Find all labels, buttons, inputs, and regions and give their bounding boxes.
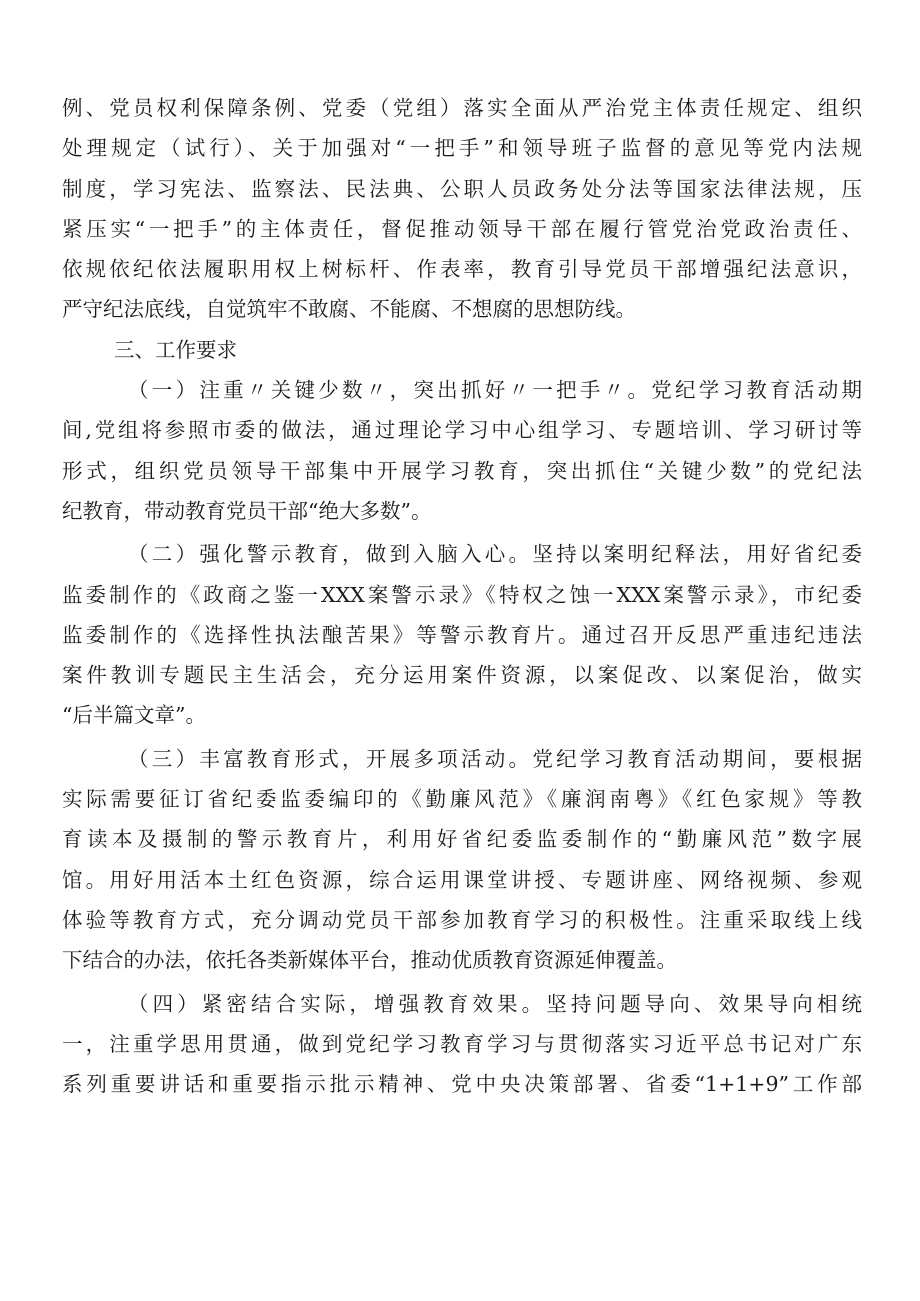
paragraph-first-line: （四）紧密结合实际，增强教育效果。坚持问题导向、效果导向相统 xyxy=(128,991,862,1016)
text-line: 严守纪法底线，自觉筑牢不敢腐、不能腐、不想腐的思想防线。 xyxy=(62,297,636,322)
document-body xyxy=(62,88,862,1104)
text-line: 制度，学习宪法、监察法、民法典、公职人员政务处分法等国家法律法规，压 xyxy=(62,176,862,201)
text-line: 下结合的办法，依托各类新媒体平台，推动优质教育资源延伸覆盖。 xyxy=(62,948,677,973)
text-line: 监委制作的《选择性执法酿苦果》等警示教育片。通过召开反思严重违纪违法 xyxy=(62,622,862,647)
text-line: 形式，组织党员领导干部集中开展学习教育，突出抓住“关键少数”的党纪法 xyxy=(62,458,862,483)
text-line: 监委制作的《政商之鉴一XXX案警示录》《特权之蚀一XXX案警示录》，市纪委 xyxy=(62,582,862,607)
paragraph-first-line: （三）丰富教育形式，开展多项活动。党纪学习教育活动期间，要根据 xyxy=(128,746,862,771)
text-line: 处理规定（试行）、关于加强对“一把手”和领导班子监督的意见等党内法规 xyxy=(62,136,862,161)
text-line: 纪教育，带动教育党员干部“绝大多数”。 xyxy=(62,498,432,523)
text-line: 间,党组将参照市委的做法，通过理论学习中心组学习、专题培训、学习研讨等 xyxy=(62,418,862,443)
text-line: 实际需要征订省纪委监委编印的《勤廉风范》《廉润南粤》《红色家规》等教 xyxy=(62,787,862,812)
text-line: 系列重要讲话和重要指示批示精神、党中央决策部署、省委“1+1+9”工作部 xyxy=(62,1072,862,1097)
text-line: 体验等教育方式，充分调动党员干部参加教育学习的积极性。注重采取线上线 xyxy=(62,907,862,932)
paragraph-first-line: （一）注重〃关键少数〃，突出抓好〃一把手〃。党纪学习教育活动期 xyxy=(128,378,862,403)
section-heading: 三、工作要求 xyxy=(114,337,237,362)
paragraph-first-line: （二）强化警示教育，做到入脑入心。坚持以案明纪释法，用好省纪委 xyxy=(128,542,862,567)
text-line: 案件教训专题民主生活会，充分运用案件资源，以案促改、以案促治，做实 xyxy=(62,663,862,688)
text-line: 紧压实“一把手”的主体责任，督促推动领导干部在履行管党治党政治责任、 xyxy=(62,216,862,241)
text-line: 依规依纪依法履职用权上树标杆、作表率，教育引导党员干部增强纪法意识， xyxy=(62,257,862,282)
text-line: 育读本及摄制的警示教育片，利用好省纪委监委制作的“勤廉风范”数字展 xyxy=(62,827,862,852)
text-line: 馆。用好用活本土红色资源，综合运用课堂讲授、专题讲座、网络视频、参观 xyxy=(62,867,862,892)
text-line: 例、党员权利保障条例、党委（党组）落实全面从严治党主体责任规定、组织 xyxy=(62,96,862,120)
text-line: 一，注重学思用贯通，做到党纪学习教育学习与贯彻落实习近平总书记对广东 xyxy=(62,1031,862,1056)
text-line: “后半篇文章”。 xyxy=(62,703,206,728)
